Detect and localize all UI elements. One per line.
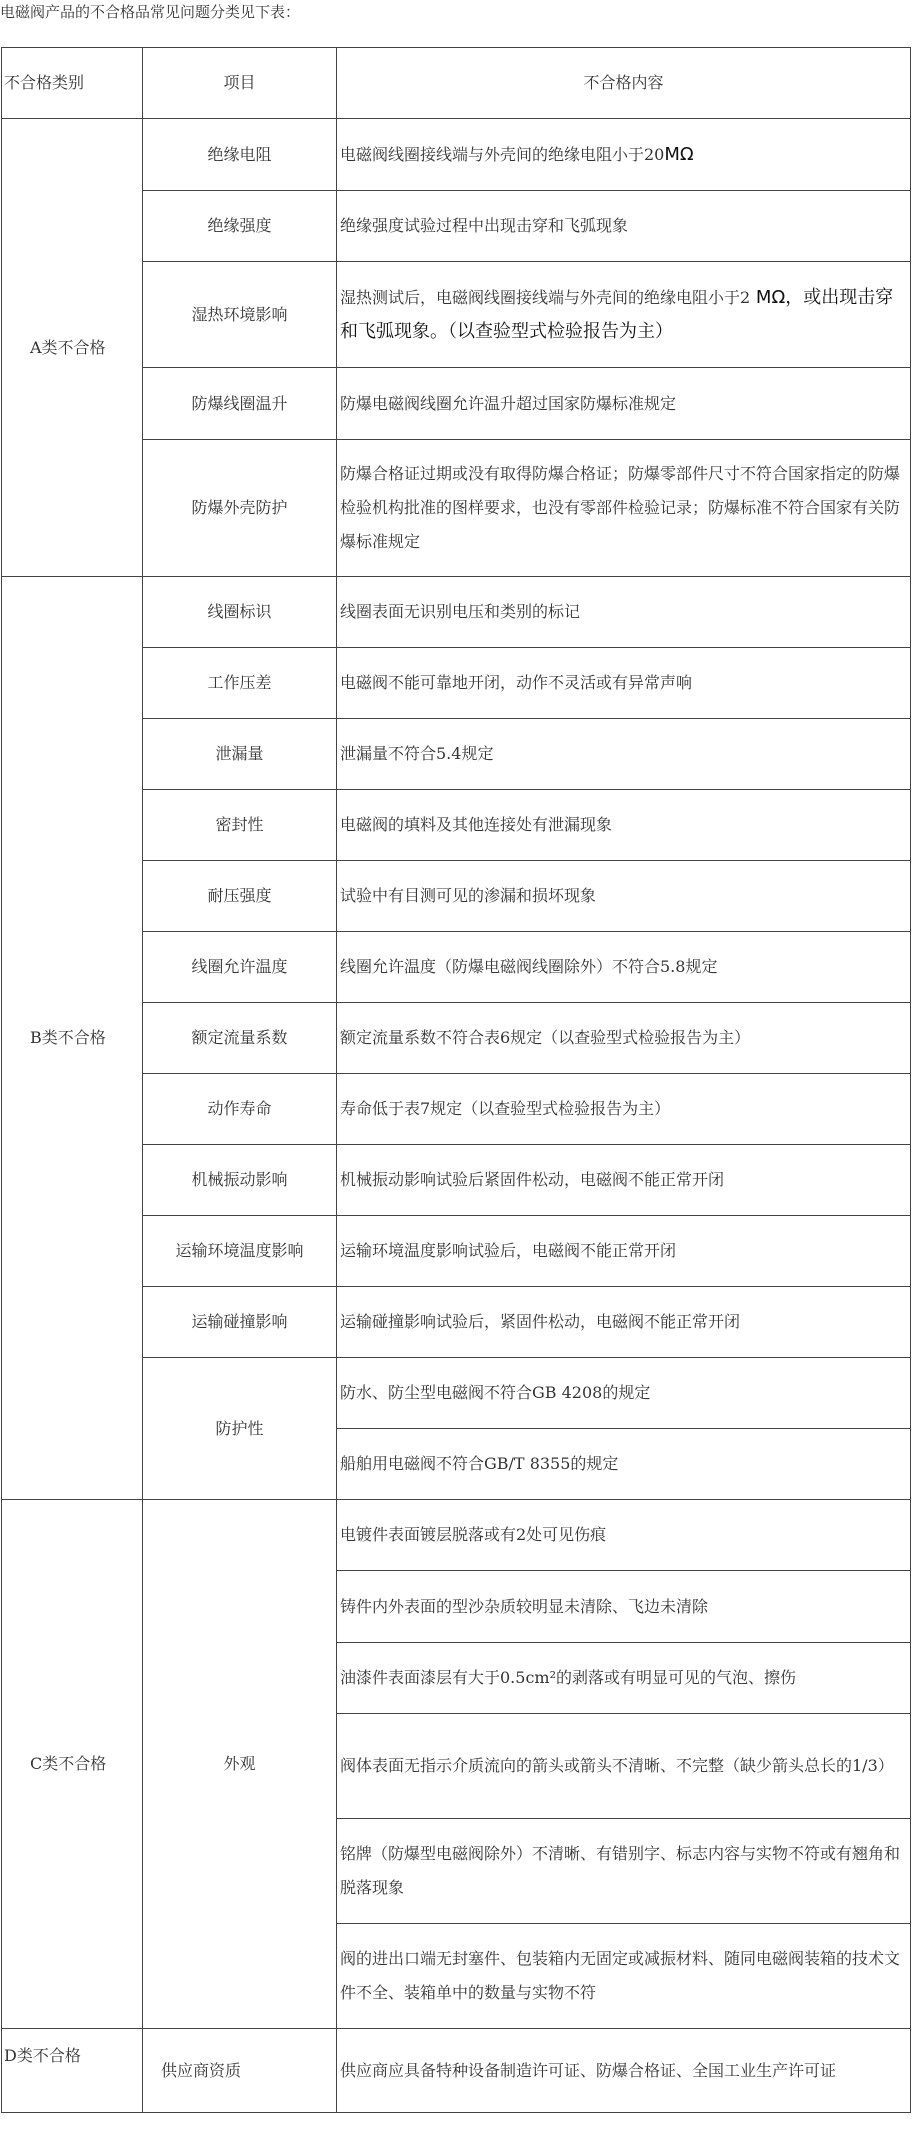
- content-cell: 防爆合格证过期或没有取得防爆合格证；防爆零部件尺寸不符合国家指定的防爆检验机构批准的图样要求，也没有零部件检验记录；防爆标准不符合国家有关防爆标准规定: [337, 440, 911, 577]
- intro-text: 电磁阀产品的不合格品常见问题分类见下表：: [0, 3, 301, 21]
- table-row: [2, 1500, 911, 1571]
- header-category: 不合格类别: [2, 48, 143, 119]
- item-cell: 供应商资质: [143, 2029, 337, 2113]
- content-cell: 线圈表面无识别电压和类别的标记: [337, 577, 911, 648]
- content-cell: 油漆件表面漆层有大于0.5cm²的剥落或有明显可见的气泡、擦伤: [337, 1643, 911, 1714]
- table-row: [2, 2029, 911, 2113]
- table-header-row: [2, 48, 911, 119]
- item-cell: 防爆线圈温升: [143, 368, 337, 440]
- content-cell: 电磁阀线圈接线端与外壳间的绝缘电阻小于20MΩ: [337, 119, 911, 191]
- content-cell: 阀的进出口端无封塞件、包装箱内无固定或减振材料、随同电磁阀装箱的技术文件不全、装箱单中的数量与实物不符: [337, 1924, 911, 2029]
- content-cell: 电磁阀的填料及其他连接处有泄漏现象: [337, 790, 911, 861]
- content-cell: 机械振动影响试验后紧固件松动，电磁阀不能正常开闭: [337, 1145, 911, 1216]
- item-cell: 运输碰撞影响: [143, 1287, 337, 1358]
- item-cell: 绝缘强度: [143, 191, 337, 262]
- item-cell: 动作寿命: [143, 1074, 337, 1145]
- content-cell: 防爆电磁阀线圈允许温升超过国家防爆标准规定: [337, 368, 911, 440]
- item-cell: 运输环境温度影响: [143, 1216, 337, 1287]
- item-cell: 耐压强度: [143, 861, 337, 932]
- item-cell: 线圈允许温度: [143, 932, 337, 1003]
- item-cell: 防爆外壳防护: [143, 440, 337, 577]
- content-cell: 泄漏量不符合5.4规定: [337, 719, 911, 790]
- content-cell: 线圈允许温度（防爆电磁阀线圈除外）不符合5.8规定: [337, 932, 911, 1003]
- table-row: [2, 119, 911, 191]
- content-cell: 铭牌（防爆型电磁阀除外）不清晰、有错别字、标志内容与实物不符或有翘角和脱落现象: [337, 1819, 911, 1924]
- category-c: C类不合格: [2, 1500, 143, 2029]
- header-content: 不合格内容: [337, 48, 911, 119]
- content-cell: 防水、防尘型电磁阀不符合GB 4208的规定: [337, 1358, 911, 1429]
- category-b: B类不合格: [2, 577, 143, 1500]
- category-d: D类不合格: [2, 2029, 143, 2113]
- table-row: [2, 577, 911, 648]
- content-cell: 运输环境温度影响试验后，电磁阀不能正常开闭: [337, 1216, 911, 1287]
- item-cell: 泄漏量: [143, 719, 337, 790]
- item-cell: 额定流量系数: [143, 1003, 337, 1074]
- content-cell: 绝缘强度试验过程中出现击穿和飞弧现象: [337, 191, 911, 262]
- content-cell: 阀体表面无指示介质流向的箭头或箭头不清晰、不完整（缺少箭头总长的1/3）: [337, 1714, 911, 1819]
- item-cell: 绝缘电阻: [143, 119, 337, 191]
- header-item: 项目: [143, 48, 337, 119]
- item-cell: 防护性: [143, 1358, 337, 1500]
- content-cell: 电磁阀不能可靠地开闭，动作不灵活或有异常声响: [337, 648, 911, 719]
- content-cell: 寿命低于表7规定（以查验型式检验报告为主）: [337, 1074, 911, 1145]
- content-cell: 铸件内外表面的型沙杂质较明显未清除、飞边未清除: [337, 1571, 911, 1643]
- item-cell: 线圈标识: [143, 577, 337, 648]
- content-cell: 船舶用电磁阀不符合GB/T 8355的规定: [337, 1429, 911, 1500]
- category-a: A类不合格: [2, 119, 143, 577]
- content-cell: 运输碰撞影响试验后，紧固件松动，电磁阀不能正常开闭: [337, 1287, 911, 1358]
- item-cell: 工作压差: [143, 648, 337, 719]
- item-cell: 机械振动影响: [143, 1145, 337, 1216]
- nonconformity-table: [1, 47, 911, 2113]
- content-cell: 额定流量系数不符合表6规定（以查验型式检验报告为主）: [337, 1003, 911, 1074]
- item-cell: 外观: [143, 1500, 337, 2029]
- item-cell: 湿热环境影响: [143, 262, 337, 368]
- item-cell: 密封性: [143, 790, 337, 861]
- content-cell: 试验中有目测可见的渗漏和损坏现象: [337, 861, 911, 932]
- content-cell: 供应商应具备特种设备制造许可证、防爆合格证、全国工业生产许可证: [337, 2029, 911, 2113]
- content-cell: 电镀件表面镀层脱落或有2处可见伤痕: [337, 1500, 911, 1571]
- content-cell: 湿热测试后，电磁阀线圈接线端与外壳间的绝缘电阻小于2 MΩ，或出现击穿和飞弧现象。（以查验型式检验报告为主）: [337, 262, 911, 368]
